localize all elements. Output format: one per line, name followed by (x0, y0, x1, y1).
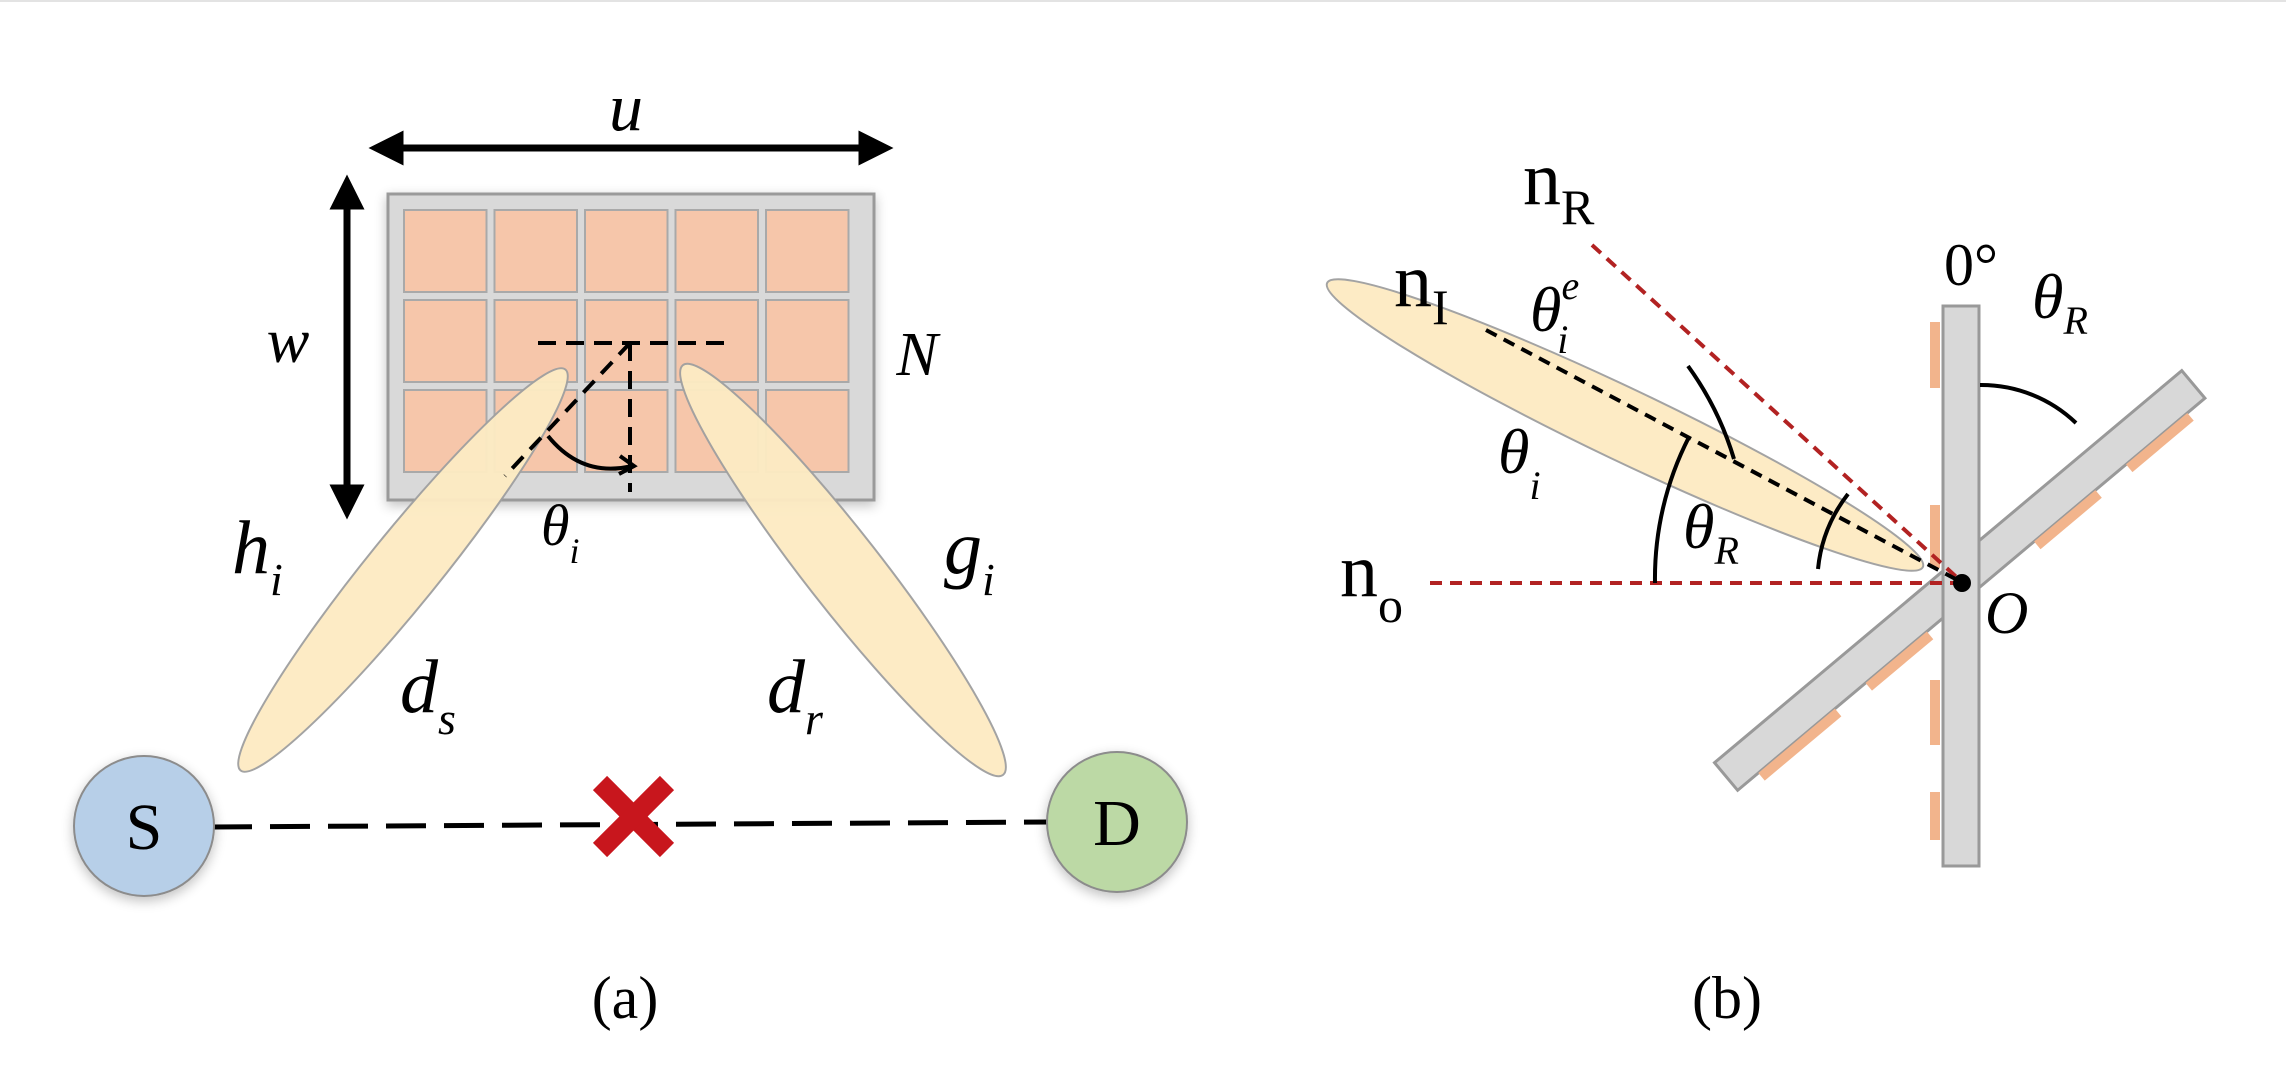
ris-element (766, 300, 849, 382)
dest-node-label: D (1093, 787, 1141, 860)
width-label: u (609, 69, 643, 145)
source-node-label: S (125, 791, 163, 864)
elements-label: N (896, 321, 938, 389)
normal-i-label: $n_I$ (1394, 239, 1449, 335)
source-channel-label: $h_i$ (232, 506, 283, 605)
surface-element (1930, 792, 1940, 840)
zero-degree-label: 0° (1944, 232, 1998, 298)
dest-distance-label: $d_r$ (767, 645, 823, 744)
ris-element (404, 300, 487, 382)
surface-element (1930, 680, 1940, 745)
dest-channel-label: $g_i$ (944, 506, 995, 605)
theta-r-top-label: $\theta_R$ (2032, 261, 2088, 343)
source-distance-label: $d_s$ (400, 645, 456, 744)
ris-element (404, 210, 487, 292)
ris-element (585, 210, 668, 292)
height-label: w (266, 305, 310, 376)
origin-label: O (1985, 580, 2029, 646)
theta-ie-label: $\theta^e$ i (1530, 263, 1580, 362)
theta-r-mid-label: $\theta_R$ (1683, 491, 1739, 573)
caption-a: (a) (591, 965, 659, 1031)
angle-label-a: $\theta_i$ (541, 493, 580, 571)
caption-b: (b) (1692, 965, 1762, 1031)
origin-point (1953, 574, 1971, 592)
normal-r-label: $n_R$ (1523, 137, 1595, 235)
ris-element (766, 210, 849, 292)
ris-element (495, 210, 578, 292)
normal-o-label: $n_o$ (1340, 529, 1403, 633)
theta-i-label: $\theta_i$ (1498, 416, 1541, 508)
surface-element (1930, 322, 1940, 388)
ris-element (676, 210, 759, 292)
